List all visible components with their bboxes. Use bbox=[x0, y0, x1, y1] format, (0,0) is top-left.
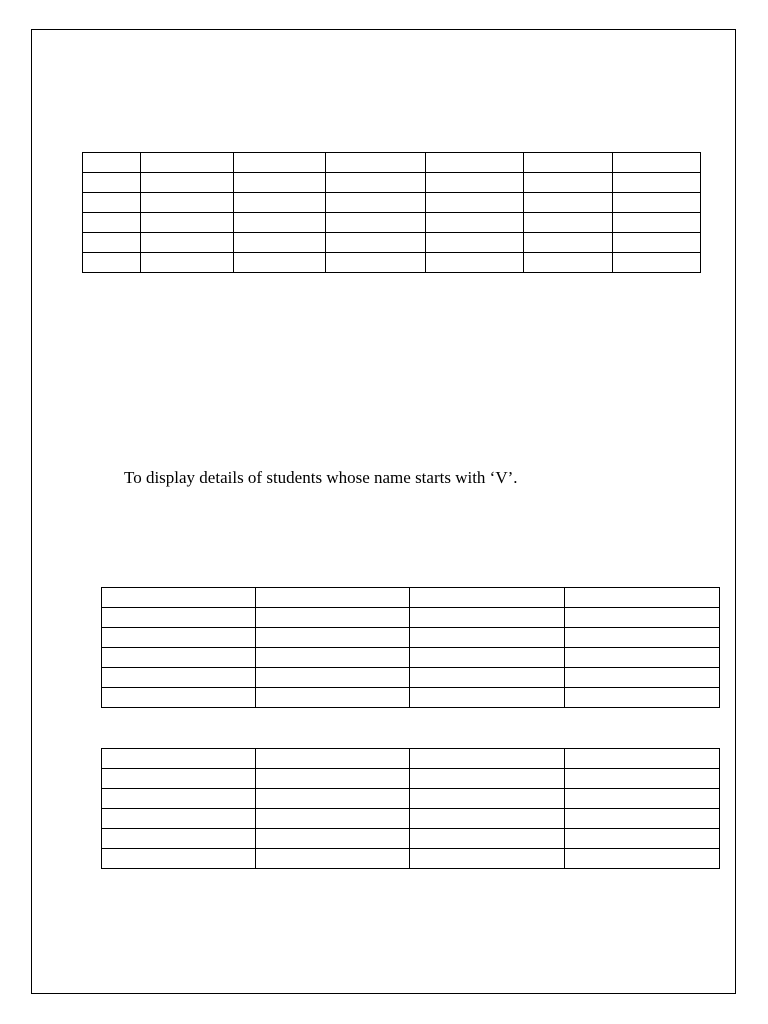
table-cell bbox=[613, 173, 701, 193]
table-cell bbox=[256, 628, 410, 648]
table-cell bbox=[102, 749, 256, 769]
table-cell bbox=[256, 849, 410, 869]
table-cell bbox=[234, 153, 326, 173]
table-cell bbox=[426, 233, 524, 253]
table-cell bbox=[256, 688, 410, 708]
table-cell bbox=[410, 628, 565, 648]
table-row bbox=[83, 233, 701, 253]
table-cell bbox=[613, 233, 701, 253]
table-cell bbox=[326, 153, 426, 173]
table-cell bbox=[524, 213, 613, 233]
table-cell bbox=[234, 253, 326, 273]
table-cell bbox=[565, 809, 720, 829]
table-cell bbox=[565, 608, 720, 628]
table-row bbox=[102, 809, 720, 829]
table-cell bbox=[256, 809, 410, 829]
table-cell bbox=[410, 849, 565, 869]
table-cell bbox=[613, 213, 701, 233]
empty-table-2 bbox=[101, 587, 720, 708]
table-cell bbox=[256, 789, 410, 809]
table-cell bbox=[102, 668, 256, 688]
table-row bbox=[102, 789, 720, 809]
table-cell bbox=[141, 193, 234, 213]
table-cell bbox=[234, 233, 326, 253]
instruction-text: To display details of students whose name starts with ‘V’. bbox=[124, 468, 518, 487]
table-cell bbox=[102, 769, 256, 789]
table-cell bbox=[410, 749, 565, 769]
table-cell bbox=[326, 193, 426, 213]
table-cell bbox=[102, 849, 256, 869]
table-cell bbox=[426, 193, 524, 213]
table-cell bbox=[565, 849, 720, 869]
table-cell bbox=[141, 153, 234, 173]
table-row bbox=[102, 588, 720, 608]
table-cell bbox=[410, 648, 565, 668]
table-row bbox=[102, 749, 720, 769]
table-cell bbox=[256, 829, 410, 849]
table-row bbox=[102, 829, 720, 849]
table-cell bbox=[410, 668, 565, 688]
table-cell bbox=[83, 173, 141, 193]
table-cell bbox=[102, 809, 256, 829]
table-cell bbox=[565, 688, 720, 708]
table-cell bbox=[565, 749, 720, 769]
table-cell bbox=[102, 688, 256, 708]
table-row bbox=[83, 153, 701, 173]
table-cell bbox=[524, 153, 613, 173]
table-cell bbox=[102, 648, 256, 668]
table-cell bbox=[102, 628, 256, 648]
table-cell bbox=[524, 233, 613, 253]
table-cell bbox=[141, 173, 234, 193]
table-cell bbox=[234, 193, 326, 213]
table-cell bbox=[141, 253, 234, 273]
table-cell bbox=[426, 213, 524, 233]
table-cell bbox=[410, 588, 565, 608]
table-cell bbox=[524, 253, 613, 273]
table-cell bbox=[565, 668, 720, 688]
table-row bbox=[83, 173, 701, 193]
table-cell bbox=[256, 608, 410, 628]
table-cell bbox=[326, 233, 426, 253]
table-row bbox=[102, 628, 720, 648]
table-cell bbox=[565, 829, 720, 849]
table-cell bbox=[565, 769, 720, 789]
table-row bbox=[102, 608, 720, 628]
table-cell bbox=[410, 829, 565, 849]
table-cell bbox=[234, 213, 326, 233]
table-cell bbox=[141, 213, 234, 233]
table-cell bbox=[426, 153, 524, 173]
table-row bbox=[102, 648, 720, 668]
table-cell bbox=[256, 648, 410, 668]
table-cell bbox=[83, 253, 141, 273]
table-cell bbox=[83, 193, 141, 213]
table-cell bbox=[613, 253, 701, 273]
table-cell bbox=[565, 628, 720, 648]
table-cell bbox=[83, 233, 141, 253]
table-cell bbox=[256, 769, 410, 789]
table-cell bbox=[410, 688, 565, 708]
table-cell bbox=[102, 789, 256, 809]
table-row bbox=[83, 253, 701, 273]
table-cell bbox=[565, 789, 720, 809]
table-cell bbox=[410, 789, 565, 809]
table-cell bbox=[326, 253, 426, 273]
table-cell bbox=[141, 233, 234, 253]
table-cell bbox=[410, 809, 565, 829]
table-cell bbox=[256, 749, 410, 769]
table-cell bbox=[613, 193, 701, 213]
table-cell bbox=[426, 253, 524, 273]
table-cell bbox=[256, 668, 410, 688]
table-cell bbox=[326, 213, 426, 233]
table-cell bbox=[613, 153, 701, 173]
table-cell bbox=[524, 193, 613, 213]
table-cell bbox=[410, 769, 565, 789]
table-row bbox=[102, 668, 720, 688]
table-cell bbox=[234, 173, 326, 193]
table-cell bbox=[102, 608, 256, 628]
table-cell bbox=[426, 173, 524, 193]
table-cell bbox=[102, 829, 256, 849]
table-cell bbox=[256, 588, 410, 608]
table-row bbox=[83, 193, 701, 213]
table-cell bbox=[102, 588, 256, 608]
table-cell bbox=[410, 608, 565, 628]
table-cell bbox=[83, 153, 141, 173]
empty-table-3 bbox=[101, 748, 720, 869]
table-cell bbox=[326, 173, 426, 193]
table-row bbox=[83, 213, 701, 233]
table-cell bbox=[565, 648, 720, 668]
table-cell bbox=[83, 213, 141, 233]
table-row bbox=[102, 688, 720, 708]
table-cell bbox=[565, 588, 720, 608]
table-cell bbox=[524, 173, 613, 193]
table-row bbox=[102, 849, 720, 869]
table-row bbox=[102, 769, 720, 789]
empty-table-1 bbox=[82, 152, 701, 273]
